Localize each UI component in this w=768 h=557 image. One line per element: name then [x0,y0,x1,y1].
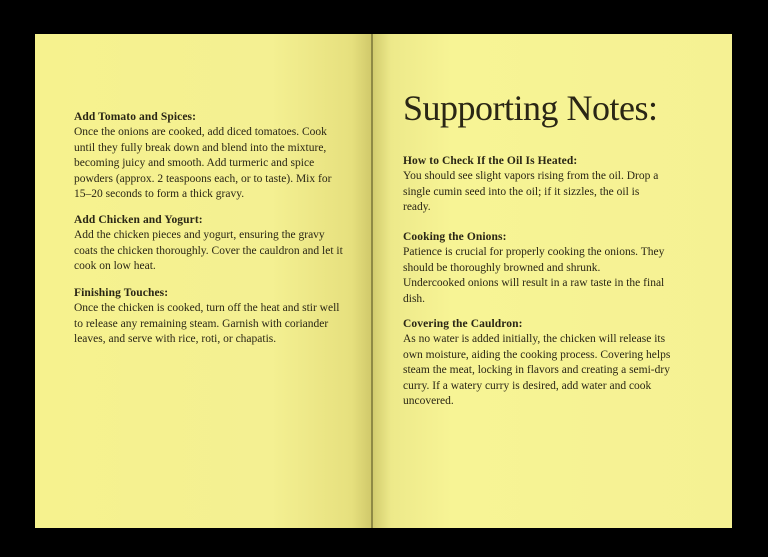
section-heading: Cooking the Onions: [403,231,507,243]
page-title: Supporting Notes: [403,88,658,128]
section-heading: Add Tomato and Spices: [74,111,197,123]
section-heading: How to Check If the Oil Is Heated: [403,155,578,167]
section-text: As no water is added initially, the chicken will release its own moisture, aiding the cooking process. Covering helps steam the meat, locking in flavors and creating a semi-dry curry. If a watery curry is desired, add water and cook uncovered. [403,333,671,408]
section-finishing-touches [74,285,342,348]
right-page [373,34,732,528]
section-oil-heated [403,153,665,216]
section-heading: Add Chicken and Yogurt: [74,214,203,226]
section-heading: Finishing Touches: [74,287,169,299]
left-page [35,34,372,528]
section-heading: Covering the Cauldron: [403,318,523,330]
section-add-chicken-and-yogurt [74,212,344,275]
section-text: You should see slight vapors rising from the oil. Drop a single cumin seed into the oil; if it sizzles, the oil is ready. [403,170,659,214]
section-text: Once the chicken is cooked, turn off the heat and stir well to release any remaining steam. Garnish with coriander leaves, and serve with rice, roti, or chapatis. [74,302,340,346]
section-covering-the-cauldron [403,316,671,410]
section-cooking-the-onions [403,229,665,307]
section-text: Once the onions are cooked, add diced tomatoes. Cook until they fully break down and blend into the mixture, becoming juicy and smooth. Add turmeric and spice powders (approx. 2 teaspoons each, or to taste). Mix for 15–20 seconds to form a thick gravy. [74,126,332,201]
section-text: Patience is crucial for properly cooking the onions. They should be thoroughly browned and shrunk. Undercooked onions will result in a raw taste in the final dish. [403,246,665,305]
section-add-tomato-and-spices [74,109,349,203]
section-text: Add the chicken pieces and yogurt, ensuring the gravy coats the chicken thoroughly. Cover the cauldron and let it cook on low heat. [74,229,343,273]
